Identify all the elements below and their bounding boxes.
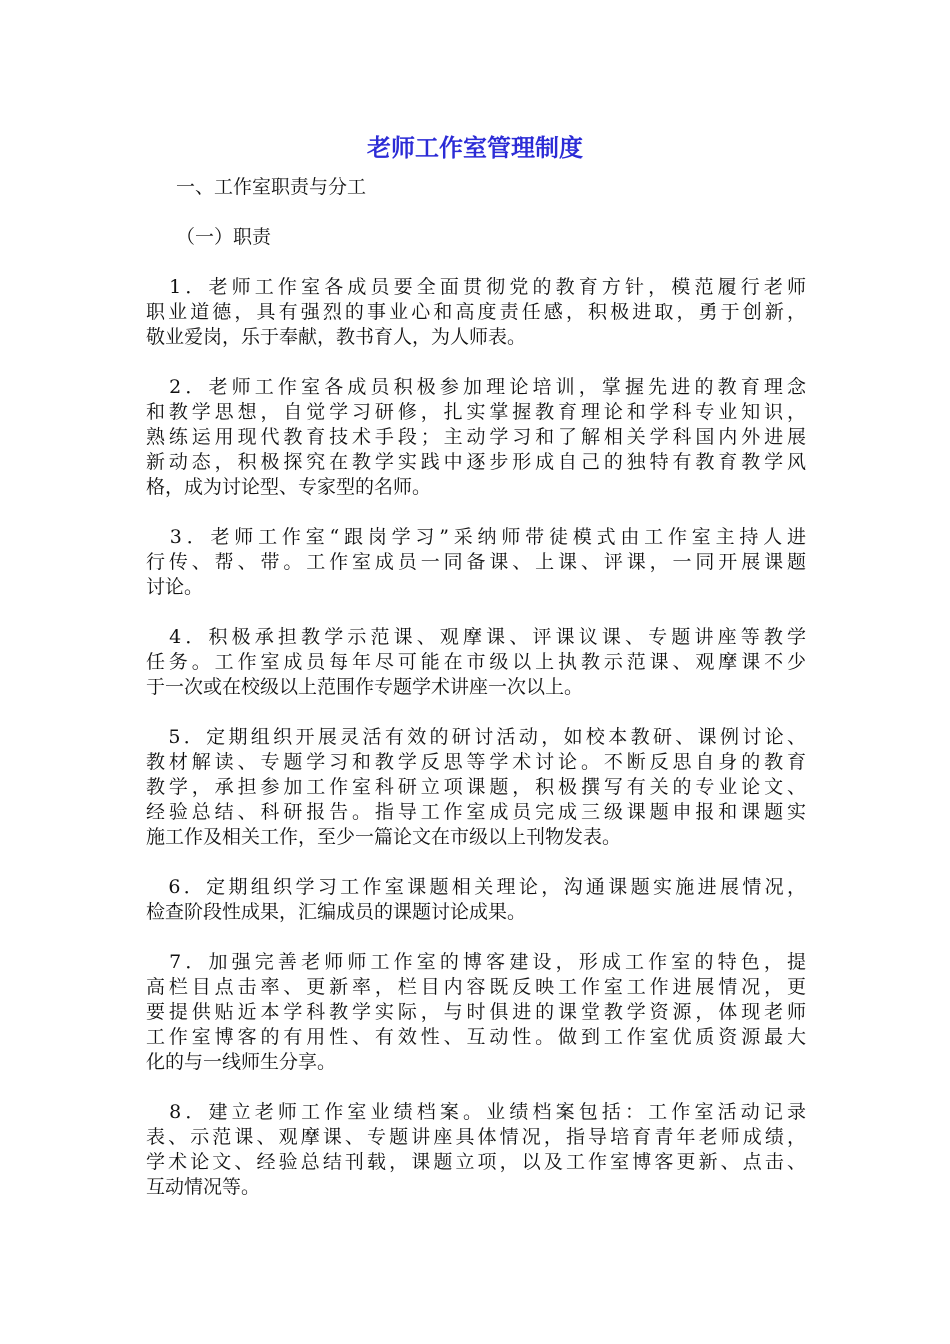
paragraph-line: 高栏目点击率、更新率，栏目内容既反映工作室工作进展情况，更 xyxy=(146,976,806,998)
paragraph-line: 教学，承担参加工作室科研立项课题，积极撰写有关的专业论文、 xyxy=(146,776,806,798)
paragraph-line: 互动情况等。 xyxy=(146,1176,261,1198)
spacer xyxy=(146,600,806,625)
section-heading: 一、工作室职责与分工 xyxy=(176,176,367,198)
paragraph-line: 5．定期组织开展灵活有效的研讨活动，如校本教研、课例讨论、 xyxy=(146,726,806,748)
document-body xyxy=(146,175,806,1200)
paragraph-line: 于一次或在校级以上范围作专题学术讲座一次以上。 xyxy=(146,676,584,698)
paragraph-line: 讨论。 xyxy=(146,576,204,598)
paragraph-line: 8．建立老师工作室业绩档案。业绩档案包括：工作室活动记录 xyxy=(146,1101,806,1123)
paragraph-line: 化的与一线师生分享。 xyxy=(146,1051,337,1073)
paragraph xyxy=(146,375,806,500)
paragraph-line: 4．积极承担教学示范课、观摩课、评课议课、专题讲座等教学 xyxy=(146,626,806,648)
paragraph-line: 6．定期组织学习工作室课题相关理论，沟通课题实施进展情况， xyxy=(146,876,806,898)
spacer xyxy=(146,250,806,275)
spacer xyxy=(146,925,806,950)
paragraph-line: 新动态，积极探究在教学实践中逐步形成自己的独特有教育教学风 xyxy=(146,451,806,473)
spacer xyxy=(146,350,806,375)
paragraph xyxy=(146,275,806,350)
paragraph xyxy=(146,875,806,925)
paragraph-line: 要提供贴近本学科教学实际，与时俱进的课堂教学资源，体现老师 xyxy=(146,1001,806,1023)
paragraph-line: 任务。工作室成员每年尽可能在市级以上执教示范课、观摩课不少 xyxy=(146,651,806,673)
paragraph-line: 格，成为讨论型、专家型的名师。 xyxy=(146,476,432,498)
paragraph xyxy=(146,725,806,850)
subsection-heading: （一）职责 xyxy=(176,226,272,248)
paragraph-line: 和教学思想，自觉学习研修，扎实掌握教育理论和学科专业知识， xyxy=(146,401,806,423)
spacer xyxy=(146,500,806,525)
paragraph-list xyxy=(146,275,806,1200)
spacer xyxy=(146,850,806,875)
paragraph-line: 3．老师工作室“跟岗学习”采纳师带徒模式由工作室主持人进 xyxy=(146,526,806,548)
paragraph xyxy=(146,625,806,700)
paragraph-line: 职业道德，具有强烈的事业心和高度责任感，积极进取，勇于创新， xyxy=(146,301,806,323)
paragraph-line: 表、示范课、观摩课、专题讲座具体情况，指导培育青年老师成绩， xyxy=(146,1126,806,1148)
paragraph xyxy=(146,525,806,600)
paragraph-line: 1．老师工作室各成员要全面贯彻党的教育方针，模范履行老师 xyxy=(146,276,806,298)
spacer xyxy=(146,700,806,725)
paragraph-line: 2．老师工作室各成员积极参加理论培训，掌握先进的教育理念 xyxy=(146,376,806,398)
spacer xyxy=(146,200,806,225)
spacer xyxy=(146,1075,806,1100)
paragraph-line: 行传、帮、带。工作室成员一同备课、上课、评课，一同开展课题 xyxy=(146,551,806,573)
paragraph-line: 熟练运用现代教育技术手段；主动学习和了解相关学科国内外进展 xyxy=(146,426,806,448)
paragraph-line: 教材解读、专题学习和教学反思等学术讨论。不断反思自身的教育 xyxy=(146,751,806,773)
paragraph xyxy=(146,1100,806,1200)
paragraph-line: 检查阶段性成果，汇编成员的课题讨论成果。 xyxy=(146,901,527,923)
paragraph-line: 工作室博客的有用性、有效性、互动性。做到工作室优质资源最大 xyxy=(146,1026,806,1048)
paragraph-line: 施工作及相关工作，至少一篇论文在市级以上刊物发表。 xyxy=(146,826,622,848)
paragraph-line: 学术论文、经验总结刊载，课题立项，以及工作室博客更新、点击、 xyxy=(146,1151,806,1173)
document-title: 老师工作室管理制度 xyxy=(367,134,583,162)
paragraph-line: 经验总结、科研报告。指导工作室成员完成三级课题申报和课题实 xyxy=(146,801,806,823)
paragraph-line: 7．加强完善老师师工作室的博客建设，形成工作室的特色，提 xyxy=(146,951,806,973)
paragraph-line: 敬业爱岗，乐于奉献，教书育人，为人师表。 xyxy=(146,326,527,348)
paragraph xyxy=(146,950,806,1075)
